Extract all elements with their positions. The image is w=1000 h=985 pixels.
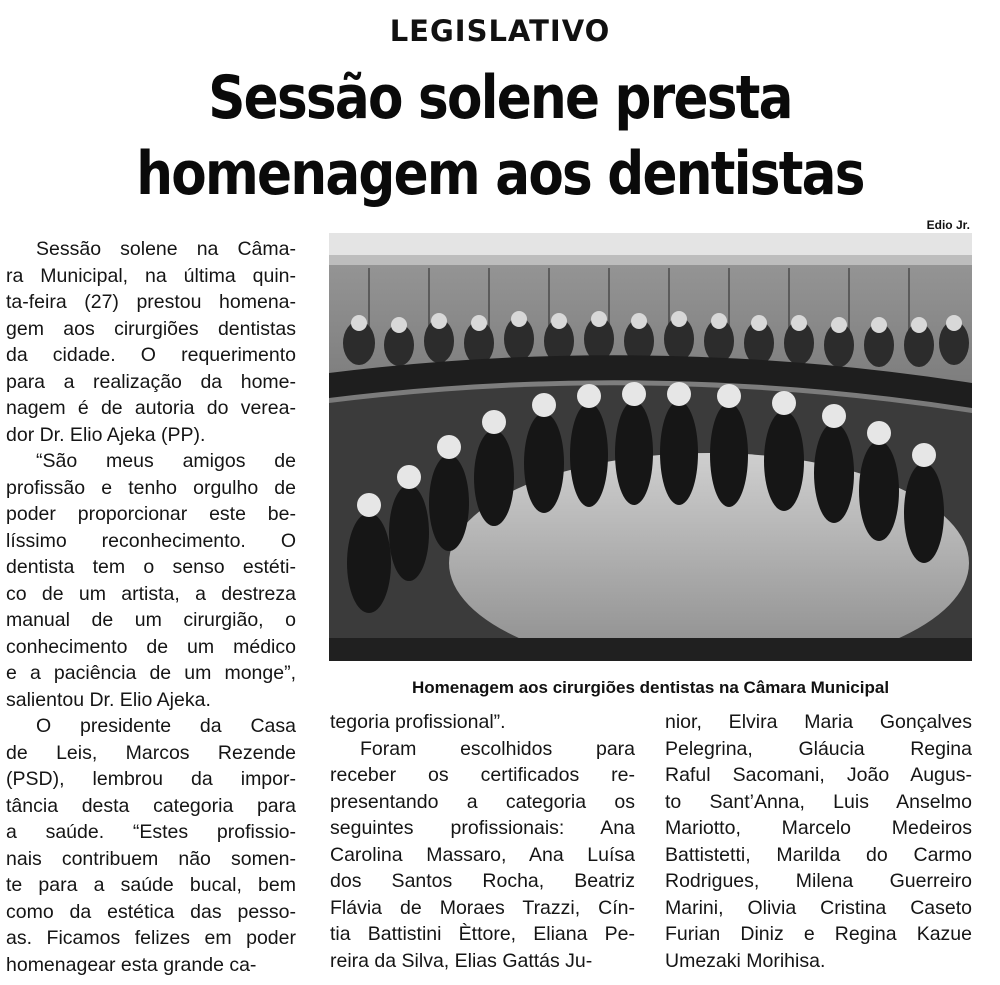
text-line: O presidente da Casa bbox=[36, 715, 296, 737]
article-column-3 bbox=[665, 709, 972, 974]
headline-line-1: Sessão solene presta bbox=[208, 63, 792, 133]
text-line: Carolina Massaro, Ana Luísa bbox=[330, 843, 635, 866]
text-line: da cidade. O requerimento bbox=[6, 344, 296, 366]
text-line: homenagear esta grande ca- bbox=[6, 953, 257, 976]
headline bbox=[70, 60, 930, 212]
text-line: reira da Silva, Elias Gattás Ju- bbox=[330, 949, 593, 972]
text-line: tância desta categoria para bbox=[6, 794, 296, 817]
ceremony-photo bbox=[329, 233, 972, 661]
text-line: tegoria profissional”. bbox=[330, 711, 506, 733]
paragraph bbox=[330, 709, 635, 736]
photo-credit: Edio Jr. bbox=[926, 218, 970, 232]
text-line: e a paciência de um monge”, bbox=[6, 662, 296, 684]
photo-caption: Homenagem aos cirurgiões dentistas na Câmara Municipal bbox=[411, 678, 890, 697]
text-line: as. Ficamos felizes em poder bbox=[6, 927, 296, 949]
text-line: Battistetti, Marilda do Carmo bbox=[665, 843, 972, 866]
text-line: ta-feira (27) prestou homena- bbox=[6, 291, 296, 313]
article-column-1 bbox=[6, 236, 296, 978]
text-line: dos Santos Rocha, Beatriz bbox=[330, 870, 635, 892]
text-line: receber os certificados re- bbox=[330, 764, 635, 786]
text-line: ra Municipal, na última quin- bbox=[6, 264, 296, 287]
text-line: tia Battistini Èttore, Eliana Pe- bbox=[330, 923, 635, 945]
text-line: seguintes profissionais: Ana bbox=[330, 817, 635, 839]
text-line: gem aos cirurgiões dentistas bbox=[6, 317, 296, 340]
text-line: nior, Elvira Maria Gonçalves bbox=[665, 711, 972, 733]
text-line: Mariotto, Marcelo Medeiros bbox=[665, 817, 972, 839]
text-line: profissão e tenho orgulho de bbox=[6, 476, 296, 499]
text-line: Pelegrina, Gláucia Regina bbox=[665, 737, 972, 760]
paragraph bbox=[6, 236, 296, 448]
text-line: manual de um cirurgião, o bbox=[6, 609, 296, 631]
text-line: Umezaki Morihisa. bbox=[665, 949, 826, 972]
article-column-2 bbox=[330, 709, 635, 974]
text-line: líssimo reconhecimento. O bbox=[6, 529, 296, 552]
text-line: para a realização da home- bbox=[6, 370, 296, 393]
text-line: como da estética das pesso- bbox=[6, 900, 296, 923]
text-line: Furian Diniz e Regina Kazue bbox=[665, 923, 972, 945]
text-line: dor Dr. Elio Ajeka (PP). bbox=[6, 423, 206, 446]
paragraph bbox=[6, 448, 296, 713]
paragraph bbox=[665, 709, 972, 974]
paragraph bbox=[330, 736, 635, 975]
text-line: de Leis, Marcos Rezende bbox=[6, 741, 296, 764]
text-line: poder proporcionar este be- bbox=[6, 503, 296, 525]
text-line: salientou Dr. Elio Ajeka. bbox=[6, 688, 211, 711]
text-line: Foram escolhidos para bbox=[360, 737, 635, 760]
text-line: co de um artista, a destreza bbox=[6, 582, 296, 605]
section-label: LEGISLATIVO bbox=[389, 14, 611, 48]
text-line: “São meus amigos de bbox=[36, 450, 296, 472]
text-line: Flávia de Moraes Trazzi, Cín- bbox=[330, 896, 635, 919]
headline-line-2: homenagem aos dentistas bbox=[136, 139, 864, 209]
text-line: nais contribuem não somen- bbox=[6, 847, 296, 870]
text-line: Raful Sacomani, João Augus- bbox=[665, 764, 972, 786]
text-line: Sessão solene na Câma- bbox=[36, 238, 296, 260]
paragraph bbox=[6, 713, 296, 978]
text-line: presentando a categoria os bbox=[330, 790, 635, 813]
text-line: a saúde. “Estes profissio- bbox=[6, 821, 296, 843]
text-line: nagem é de autoria do verea- bbox=[6, 397, 296, 419]
text-line: (PSD), lembrou da impor- bbox=[6, 768, 296, 790]
text-line: Rodrigues, Milena Guerreiro bbox=[665, 870, 972, 892]
text-line: Marini, Olivia Cristina Caseto bbox=[665, 896, 972, 919]
text-line: conhecimento de um médico bbox=[6, 635, 296, 658]
text-line: to Sant’Anna, Luis Anselmo bbox=[665, 790, 972, 813]
text-line: dentista tem o senso estéti- bbox=[6, 556, 296, 578]
text-line: te para a saúde bucal, bem bbox=[6, 874, 296, 896]
